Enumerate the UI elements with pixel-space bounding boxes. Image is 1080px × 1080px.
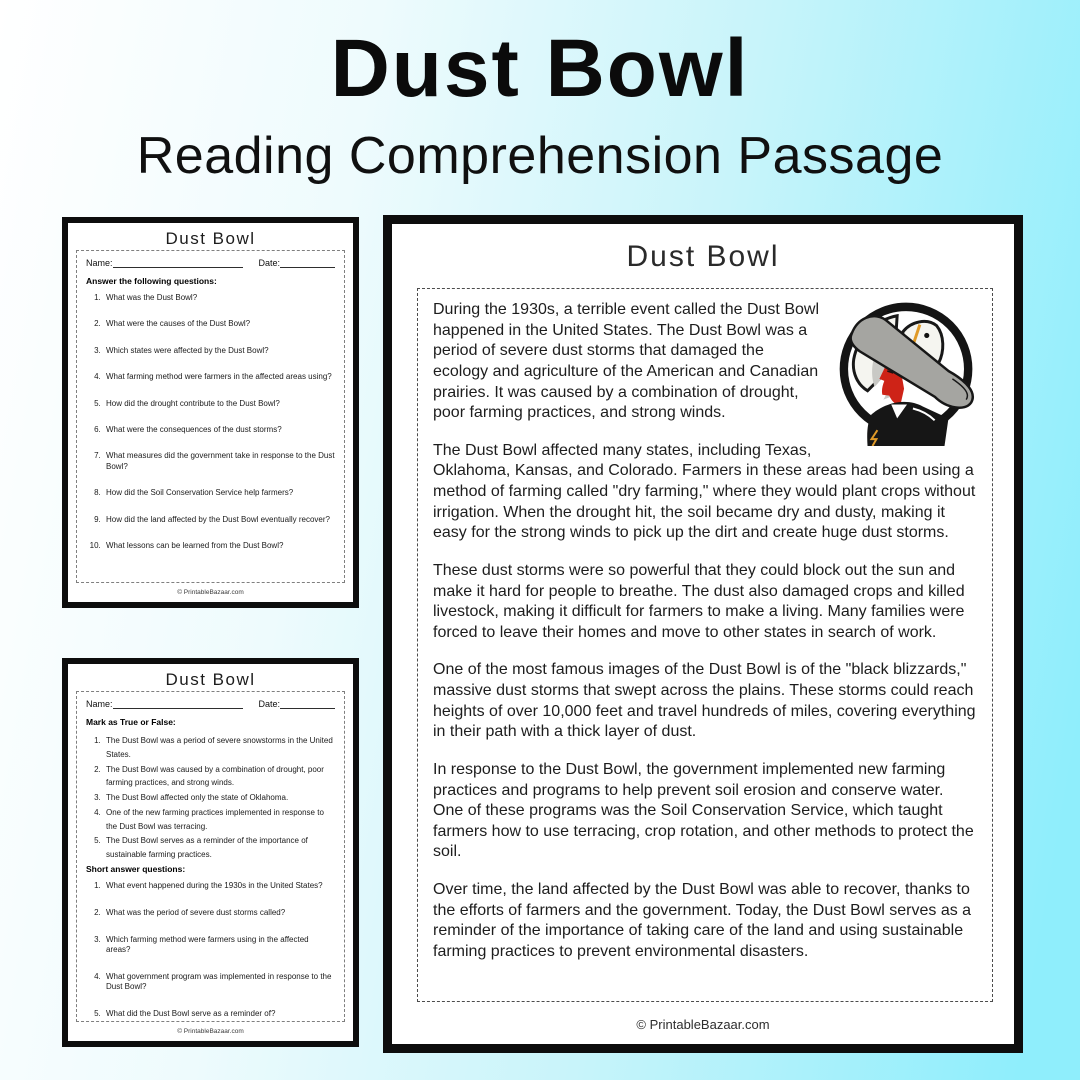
short-answer-item: 1. What event happened during the 1930s in the United States? (103, 881, 335, 891)
true-false-item: 3. The Dust Bowl affected only the state of Oklahoma. (103, 791, 335, 805)
passage-paragraph: The Dust Bowl affected many states, including Texas, Oklahoma, Kansas, and Colorado. Farmers in these areas had been using a method of farming called "dry farming," where they would plant crops without irrigation. When the drought hit, the soil became dry and dusty, making it easy for the strong winds to pick up the dirt and create huge dust storms. (433, 441, 976, 542)
name-field (86, 258, 243, 268)
header-title: Dust Bowl (330, 23, 750, 114)
question-item: 3. Which states were affected by the Dust Bowl? (103, 346, 335, 356)
true-false-item: 2. The Dust Bowl was caused by a combination of drought, poor farming practices, and strong winds. (103, 763, 335, 791)
question-item: 10. What lessons can be learned from the Dust Bowl? (103, 541, 335, 551)
short-answer-list (86, 881, 335, 1020)
true-false-heading: Mark as True or False: (86, 717, 176, 727)
passage-paragraph: During the 1930s, a terrible event called the Dust Bowl happened in the United States. The Dust Bowl was a period of severe dust storms that damaged the ecology and agriculture of the American and Canadian prairies. It was caused by a combination of drought, poor farming practices, and strong winds. (433, 301, 819, 422)
question-item: 5. How did the drought contribute to the Dust Bowl? (103, 399, 335, 409)
name-underline (113, 700, 243, 709)
worksheet-title: Dust Bowl (165, 229, 256, 248)
question-item: 6. What were the consequences of the dust storms? (103, 425, 335, 435)
true-false-item: 1. The Dust Bowl was a period of severe snowstorms in the United States. (103, 734, 335, 762)
cowboy-portrait-illustration (833, 298, 983, 446)
short-answer-item: 4. What government program was implemented in response to the Dust Bowl? (103, 972, 335, 993)
questions-list (86, 293, 335, 551)
passage-title: Dust Bowl (626, 240, 780, 273)
date-field (258, 699, 335, 709)
header-subtitle: Reading Comprehension Passage (136, 127, 944, 185)
name-label: Name: (86, 699, 113, 709)
worksheet-dashed-border (76, 250, 345, 583)
name-date-row (86, 699, 335, 709)
worksheet-title: Dust Bowl (165, 670, 256, 689)
short-answer-item: 5. What did the Dust Bowl serve as a reminder of? (103, 1009, 335, 1019)
date-underline (280, 259, 335, 268)
worksheet-footer: © PrintableBazaar.com (177, 589, 244, 596)
questions-worksheet-page (62, 217, 359, 608)
name-label: Name: (86, 258, 113, 268)
date-underline (280, 700, 335, 709)
date-label: Date: (258, 699, 280, 709)
short-answer-item: 2. What was the period of severe dust storms called? (103, 908, 335, 918)
question-item: 2. What were the causes of the Dust Bowl? (103, 319, 335, 329)
passage-paragraph: One of the most famous images of the Dust Bowl is of the "black blizzards," massive dust storms that swept across the plains. These storms could reach heights of over 10,000 feet and travel hundreds of miles, covering everything in their path with a thick layer of dust. (433, 661, 976, 741)
question-item: 1. What was the Dust Bowl? (103, 293, 335, 303)
question-item: 8. How did the Soil Conservation Service help farmers? (103, 488, 335, 498)
passage-dashed-border (417, 288, 993, 1002)
worksheet-footer: © PrintableBazaar.com (177, 1028, 244, 1035)
questions-heading: Answer the following questions: (86, 276, 217, 286)
date-label: Date: (258, 258, 280, 268)
date-field (258, 258, 335, 268)
true-false-item: 4. One of the new farming practices implemented in response to the Dust Bowl was terracing. (103, 806, 335, 834)
name-field (86, 699, 243, 709)
question-item: 4. What farming method were farmers in the affected areas using? (103, 372, 335, 382)
true-false-worksheet-page (62, 658, 359, 1047)
name-underline (113, 259, 243, 268)
worksheet-dashed-border (76, 691, 345, 1022)
name-date-row (86, 258, 335, 268)
passage-footer: © PrintableBazaar.com (636, 1017, 770, 1032)
true-false-list (86, 734, 335, 862)
passage-paragraph: Over time, the land affected by the Dust Bowl was able to recover, thanks to the efforts of farmers and the government. Today, the Dust Bowl serves as a reminder of the importance of taking care of the land and using sustainable farming practices to prevent environmental disasters. (433, 881, 972, 960)
short-answer-heading: Short answer questions: (86, 863, 186, 874)
passage-paragraph: In response to the Dust Bowl, the government implemented new farming practices and programs to help prevent soil erosion and conserve water. One of these programs was the Soil Conservation Service, which taught farmers how to use terracing, crop rotation, and other methods to protect the soil. (433, 760, 974, 861)
passage-page (383, 215, 1023, 1053)
question-item: 9. How did the land affected by the Dust Bowl eventually recover? (103, 515, 335, 525)
question-item: 7. What measures did the government take in response to the Dust Bowl? (103, 451, 335, 472)
short-answer-item: 3. Which farming method were farmers using in the affected areas? (103, 935, 335, 956)
passage-paragraph: These dust storms were so powerful that they could block out the sun and make it hard for people to breathe. The dust also damaged crops and killed livestock, making it difficult for farmers to make a living. Many families were forced to leave their homes and move to other states in search of work. (433, 561, 965, 641)
true-false-item: 5. The Dust Bowl serves as a reminder of the importance of sustainable farming practices. (103, 834, 335, 862)
